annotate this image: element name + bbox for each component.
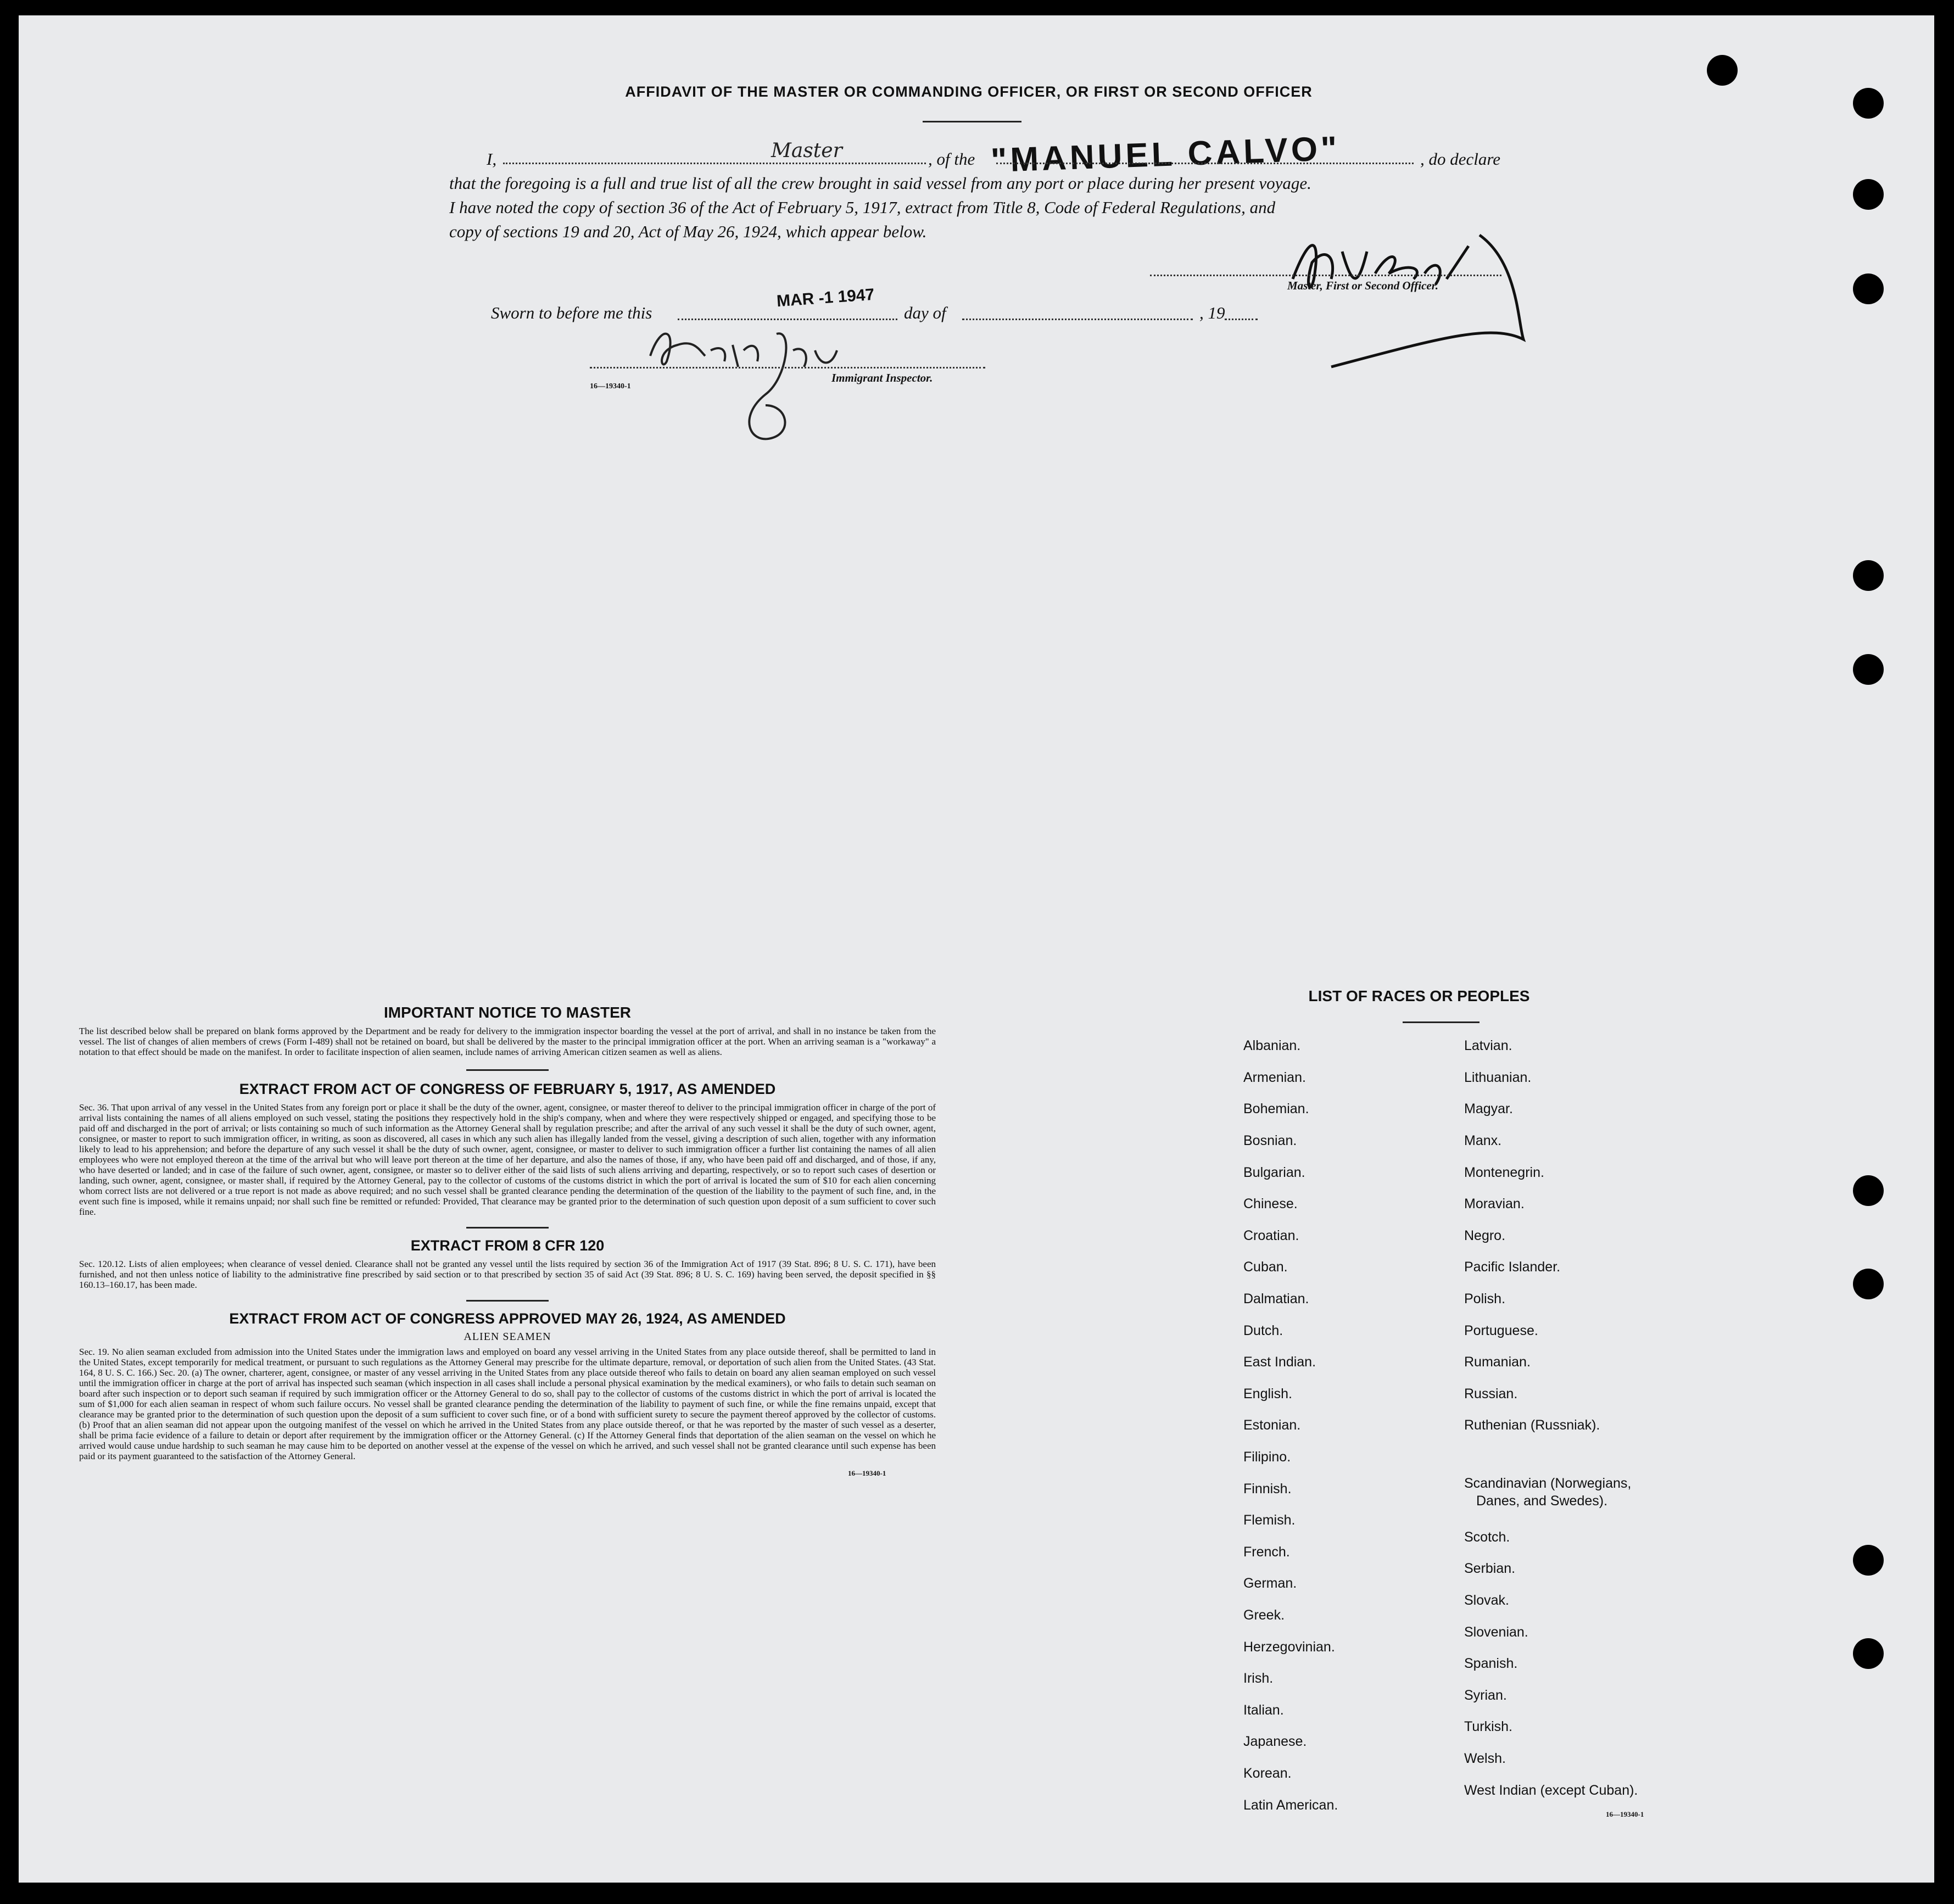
race-item: West Indian (except Cuban). bbox=[1464, 1783, 1638, 1798]
affidavit-title: AFFIDAVIT OF THE MASTER OR COMMANDING OFFICER, OR FIRST OR SECOND OFFICER bbox=[625, 83, 1313, 100]
declaration-line-3: I have noted the copy of section 36 of the Act of February 5, 1917, extract from Title 8, Code of Federal Regulations, and bbox=[449, 198, 1276, 217]
year-field bbox=[1225, 319, 1258, 320]
race-item: French. bbox=[1243, 1544, 1290, 1560]
race-item: Lithuanian. bbox=[1464, 1070, 1532, 1085]
races-underline bbox=[1403, 1021, 1480, 1023]
race-item: Bosnian. bbox=[1243, 1133, 1297, 1148]
form-number-bottom-right: 16—19340-1 bbox=[1606, 1810, 1644, 1818]
notice-text: The list described below shall be prepared on blank forms approved by the Department and be ready for delivery to the immigration inspector boarding the vessel at the port of arrival, and shall in no instance be taken from the vessel. The list of changes of alien members of crews (Form I-489) shall not be retained on board, but shall be delivered by the master to the principal immigration officer at the port. When an arriving seaman is a "workaway" a notation to that effect should be made on the manifest. In order to facilitate inspection of alien seamen, include names of arriving American citizen seamen as well as aliens. bbox=[79, 1026, 936, 1057]
inspector-signature-line bbox=[590, 367, 985, 368]
race-item: Dutch. bbox=[1243, 1323, 1283, 1338]
punch-hole bbox=[1853, 1269, 1884, 1299]
sworn-before-label: Sworn to before me this bbox=[491, 303, 652, 322]
race-item: Pacific Islander. bbox=[1464, 1259, 1561, 1275]
race-item: Welsh. bbox=[1464, 1751, 1506, 1766]
alien-seamen-subheading: ALIEN SEAMEN bbox=[464, 1331, 551, 1343]
extract-1924-heading: EXTRACT FROM ACT OF CONGRESS APPROVED MAY 26, 1924, AS AMENDED bbox=[229, 1310, 786, 1327]
race-item: Manx. bbox=[1464, 1133, 1502, 1148]
race-item: English. bbox=[1243, 1386, 1292, 1402]
race-item: Slovenian. bbox=[1464, 1624, 1528, 1640]
race-item: Serbian. bbox=[1464, 1561, 1516, 1576]
master-signature bbox=[1260, 213, 1545, 372]
declaration-do-declare: , do declare bbox=[1420, 149, 1501, 169]
race-item: Filipino. bbox=[1243, 1449, 1291, 1465]
race-item: Finnish. bbox=[1243, 1481, 1292, 1497]
month-field bbox=[962, 319, 1193, 320]
punch-hole bbox=[1853, 1638, 1884, 1669]
notice-heading: IMPORTANT NOTICE TO MASTER bbox=[383, 1004, 632, 1021]
race-item: Polish. bbox=[1464, 1291, 1506, 1306]
race-item: Montenegrin. bbox=[1464, 1165, 1544, 1180]
race-item: Irish. bbox=[1243, 1671, 1274, 1686]
race-item: Russian. bbox=[1464, 1386, 1518, 1402]
punch-hole bbox=[1707, 55, 1738, 86]
race-item: Danes, and Swedes). bbox=[1476, 1493, 1608, 1509]
race-item: Rumanian. bbox=[1464, 1354, 1531, 1370]
punch-hole bbox=[1853, 1175, 1884, 1206]
extract-1917-text: Sec. 36. That upon arrival of any vessel in the United States from any foreign port or place it shall be the duty of the owner, agent, consignee, or master thereof to deliver to the principal immigration officer in charge of the port of arrival lists containing the names of all aliens employed on such vessel, stating the positions they respectively hold in the ship's company, when and where they were respectively shipped or engaged, and specifying those to be paid off and discharged in the port of arrival; or lists containing so much of such information as the Attorney General shall by regulation prescribe; and after the arrival of any such vessel it shall be the duty of such owner, agent, consignee, or master to report to such immigration officer, in writing, as soon as discovered, all cases in which any such alien has illegally landed from the vessel, giving a description of such alien, together with any information likely to lead to his apprehension; and before the departure of any such vessel it shall be the duty of such owner, agent, consignee, or master to deliver to such immigration officer a further list containing the names of all alien employees who were not employed thereon at the time of the arrival but who will leave port thereon at the time of her departure, and also the names of those, if any, who have been paid off and discharged, and of those, if any, who have deserted or landed; and in case of the failure of such owner, agent, consignee, or master so to deliver either of the said lists of such aliens arriving and departing, respectively, or so to report such cases of desertion or landing, such owner, agent, consignee, or master shall, if required by the Attorney General, pay to the collector of customs of the customs district in which the port of arrival is located the sum of $10 for each alien concerning whom correct lists are not delivered or a true report is not made as above required; and no such vessel shall be granted clearance pending the determination of the question of the liability to the payment of such fine, and, in the event such fine is imposed, while it remains unpaid; nor shall such fine be remitted or refunded: Provided, That clearance may be granted prior to the determination of such question upon deposit of a sum sufficient to cover such fine. bbox=[79, 1102, 936, 1217]
master-signature-caption: Master, First or Second Officer. bbox=[1287, 279, 1438, 292]
year-prefix: , 19 bbox=[1199, 303, 1225, 322]
race-item: Turkish. bbox=[1464, 1719, 1512, 1734]
handwritten-officer-title: Master bbox=[771, 139, 842, 162]
date-stamp: MAR -1 1947 bbox=[776, 285, 875, 311]
vessel-name-field bbox=[996, 163, 1414, 164]
punch-hole bbox=[1853, 654, 1884, 685]
left-column bbox=[79, 1004, 936, 1478]
race-item: Armenian. bbox=[1243, 1070, 1306, 1085]
inspector-caption: Immigrant Inspector. bbox=[831, 371, 933, 384]
race-item: Japanese. bbox=[1243, 1734, 1307, 1749]
form-number-top: 16—19340-1 bbox=[590, 382, 631, 390]
race-item: Herzegovinian. bbox=[1243, 1639, 1335, 1655]
race-item: Moravian. bbox=[1464, 1196, 1525, 1211]
extract-1924-text: Sec. 19. No alien seaman excluded from admission into the United States under the immigration laws and employed on board any vessel arriving in the United States from any place outside thereof, shall be permitted to land in the United States, except temporarily for medical treatment, or pursuant to such regulations as the Attorney General may prescribe for the ultimate departure, removal, or deportation of such alien from the United States. (43 Stat. 164, 8 U. S. C. 166.) Sec. 20. (a) The owner, charterer, agent, consignee, or master of any vessel arriving in the United States from any place outside thereof who fails to detain on board any alien seaman employed on such vessel until the immigration officer in charge at the port of arrival has inspected such seaman (which inspection in all cases shall include a personal physical examination by the medical examiners), or who fails to detain such seaman on board after such inspection or to deport such seaman if required by such immigration officer or the Attorney General to do so, shall pay to the collector of customs of the customs district in which the port of arrival is located the sum of $1,000 for each alien seaman in respect of whom such failure occurs. No vessel shall be granted clearance pending the determination of the liability to payment of such fine, or while the fine remains unpaid, except that clearance may be granted prior to the determination of such question upon the deposit of a sum sufficient to cover such fine, or of a bond with sufficient surety to secure the payment thereof approved by the collector of customs. (b) Proof that an alien seaman did not appear upon the outgoing manifest of the vessel on which he arrived in the United States from any place outside thereof, or that he was reported by the master of such vessel as a deserter, shall be prima facie evidence of a failure to detain or deport after requirement by the immigration officer or the Attorney General. (c) If the Attorney General finds that deportation of the alien seaman on the vessel on which he arrived would cause undue hardship to such seaman he may cause him to be deported on another vessel at the expense of the vessel on which he arrived, and such vessel shall not be granted clearance until such expense has been paid or its payment guaranteed to the satisfaction of the Attorney General. bbox=[79, 1347, 936, 1461]
race-item: Negro. bbox=[1464, 1228, 1506, 1243]
race-item: Portuguese. bbox=[1464, 1323, 1538, 1338]
race-item: Chinese. bbox=[1243, 1196, 1298, 1211]
race-item: German. bbox=[1243, 1576, 1297, 1591]
race-item: Slovak. bbox=[1464, 1593, 1509, 1608]
race-item: Greek. bbox=[1243, 1607, 1285, 1623]
race-item: Syrian. bbox=[1464, 1688, 1507, 1703]
declaration-of-the: , of the bbox=[928, 149, 975, 169]
race-item: Korean. bbox=[1243, 1766, 1292, 1781]
race-item: Spanish. bbox=[1464, 1656, 1518, 1671]
punch-hole bbox=[1853, 1545, 1884, 1576]
race-item: Scandinavian (Norwegians, bbox=[1464, 1476, 1632, 1491]
declaration-line-4: copy of sections 19 and 20, Act of May 26, 1924, which appear below. bbox=[449, 222, 927, 241]
race-item: Magyar. bbox=[1464, 1101, 1513, 1116]
punch-hole bbox=[1853, 560, 1884, 591]
race-item: Latin American. bbox=[1243, 1797, 1338, 1813]
section-divider bbox=[466, 1227, 549, 1229]
punch-hole bbox=[1853, 88, 1884, 119]
race-item: Estonian. bbox=[1243, 1417, 1301, 1433]
extract-cfr-heading: EXTRACT FROM 8 CFR 120 bbox=[410, 1237, 605, 1254]
race-item: Croatian. bbox=[1243, 1228, 1299, 1243]
race-item: Scotch. bbox=[1464, 1529, 1510, 1545]
title-underline bbox=[923, 121, 1021, 122]
race-item: Bulgarian. bbox=[1243, 1165, 1305, 1180]
extract-1917-heading: EXTRACT FROM ACT OF CONGRESS OF FEBRUARY 5, 1917, AS AMENDED bbox=[239, 1081, 776, 1097]
punch-hole bbox=[1853, 179, 1884, 210]
race-item: East Indian. bbox=[1243, 1354, 1316, 1370]
races-heading: LIST OF RACES OR PEOPLES bbox=[1308, 987, 1530, 1004]
vessel-name-stamp: "MANUEL CALVO" bbox=[990, 129, 1341, 180]
form-number-bottom-left: 16—19340-1 bbox=[848, 1469, 886, 1477]
race-item: Bohemian. bbox=[1243, 1101, 1309, 1116]
extract-cfr-text: Sec. 120.12. Lists of alien employees; when clearance of vessel denied. Clearance shall not be granted any vessel until the lists required by section 36 of the Immigration Act of 1917 (39 Stat. 896; 8 U. S. C. 171), have been furnished, and not then unless notice of liability to the administrative fine prescribed by said section or to that prescribed by section 35 of said Act (39 Stat. 896; 8 U. S. C. 169) having been served, the deposit specified in §§ 160.13–160.17, has been made. bbox=[79, 1259, 936, 1290]
day-of-label: day of bbox=[904, 303, 946, 322]
race-item: Italian. bbox=[1243, 1702, 1284, 1718]
master-signature-line bbox=[1150, 275, 1501, 276]
race-item: Latvian. bbox=[1464, 1038, 1512, 1053]
inspector-signature bbox=[628, 312, 859, 466]
race-item: Ruthenian (Russniak). bbox=[1464, 1417, 1600, 1433]
race-item: Albanian. bbox=[1243, 1038, 1301, 1053]
declaration-pronoun: I, bbox=[487, 149, 497, 169]
race-item: Cuban. bbox=[1243, 1259, 1288, 1275]
race-item: Flemish. bbox=[1243, 1512, 1296, 1528]
punch-hole bbox=[1853, 273, 1884, 304]
officer-name-field bbox=[503, 163, 926, 164]
section-divider bbox=[466, 1300, 549, 1302]
race-item: Dalmatian. bbox=[1243, 1291, 1309, 1306]
section-divider bbox=[466, 1069, 549, 1071]
document-page bbox=[19, 15, 1934, 1883]
declaration-line-2: that the foregoing is a full and true list of all the crew brought in said vessel from any port or place during her present voyage. bbox=[449, 174, 1311, 193]
